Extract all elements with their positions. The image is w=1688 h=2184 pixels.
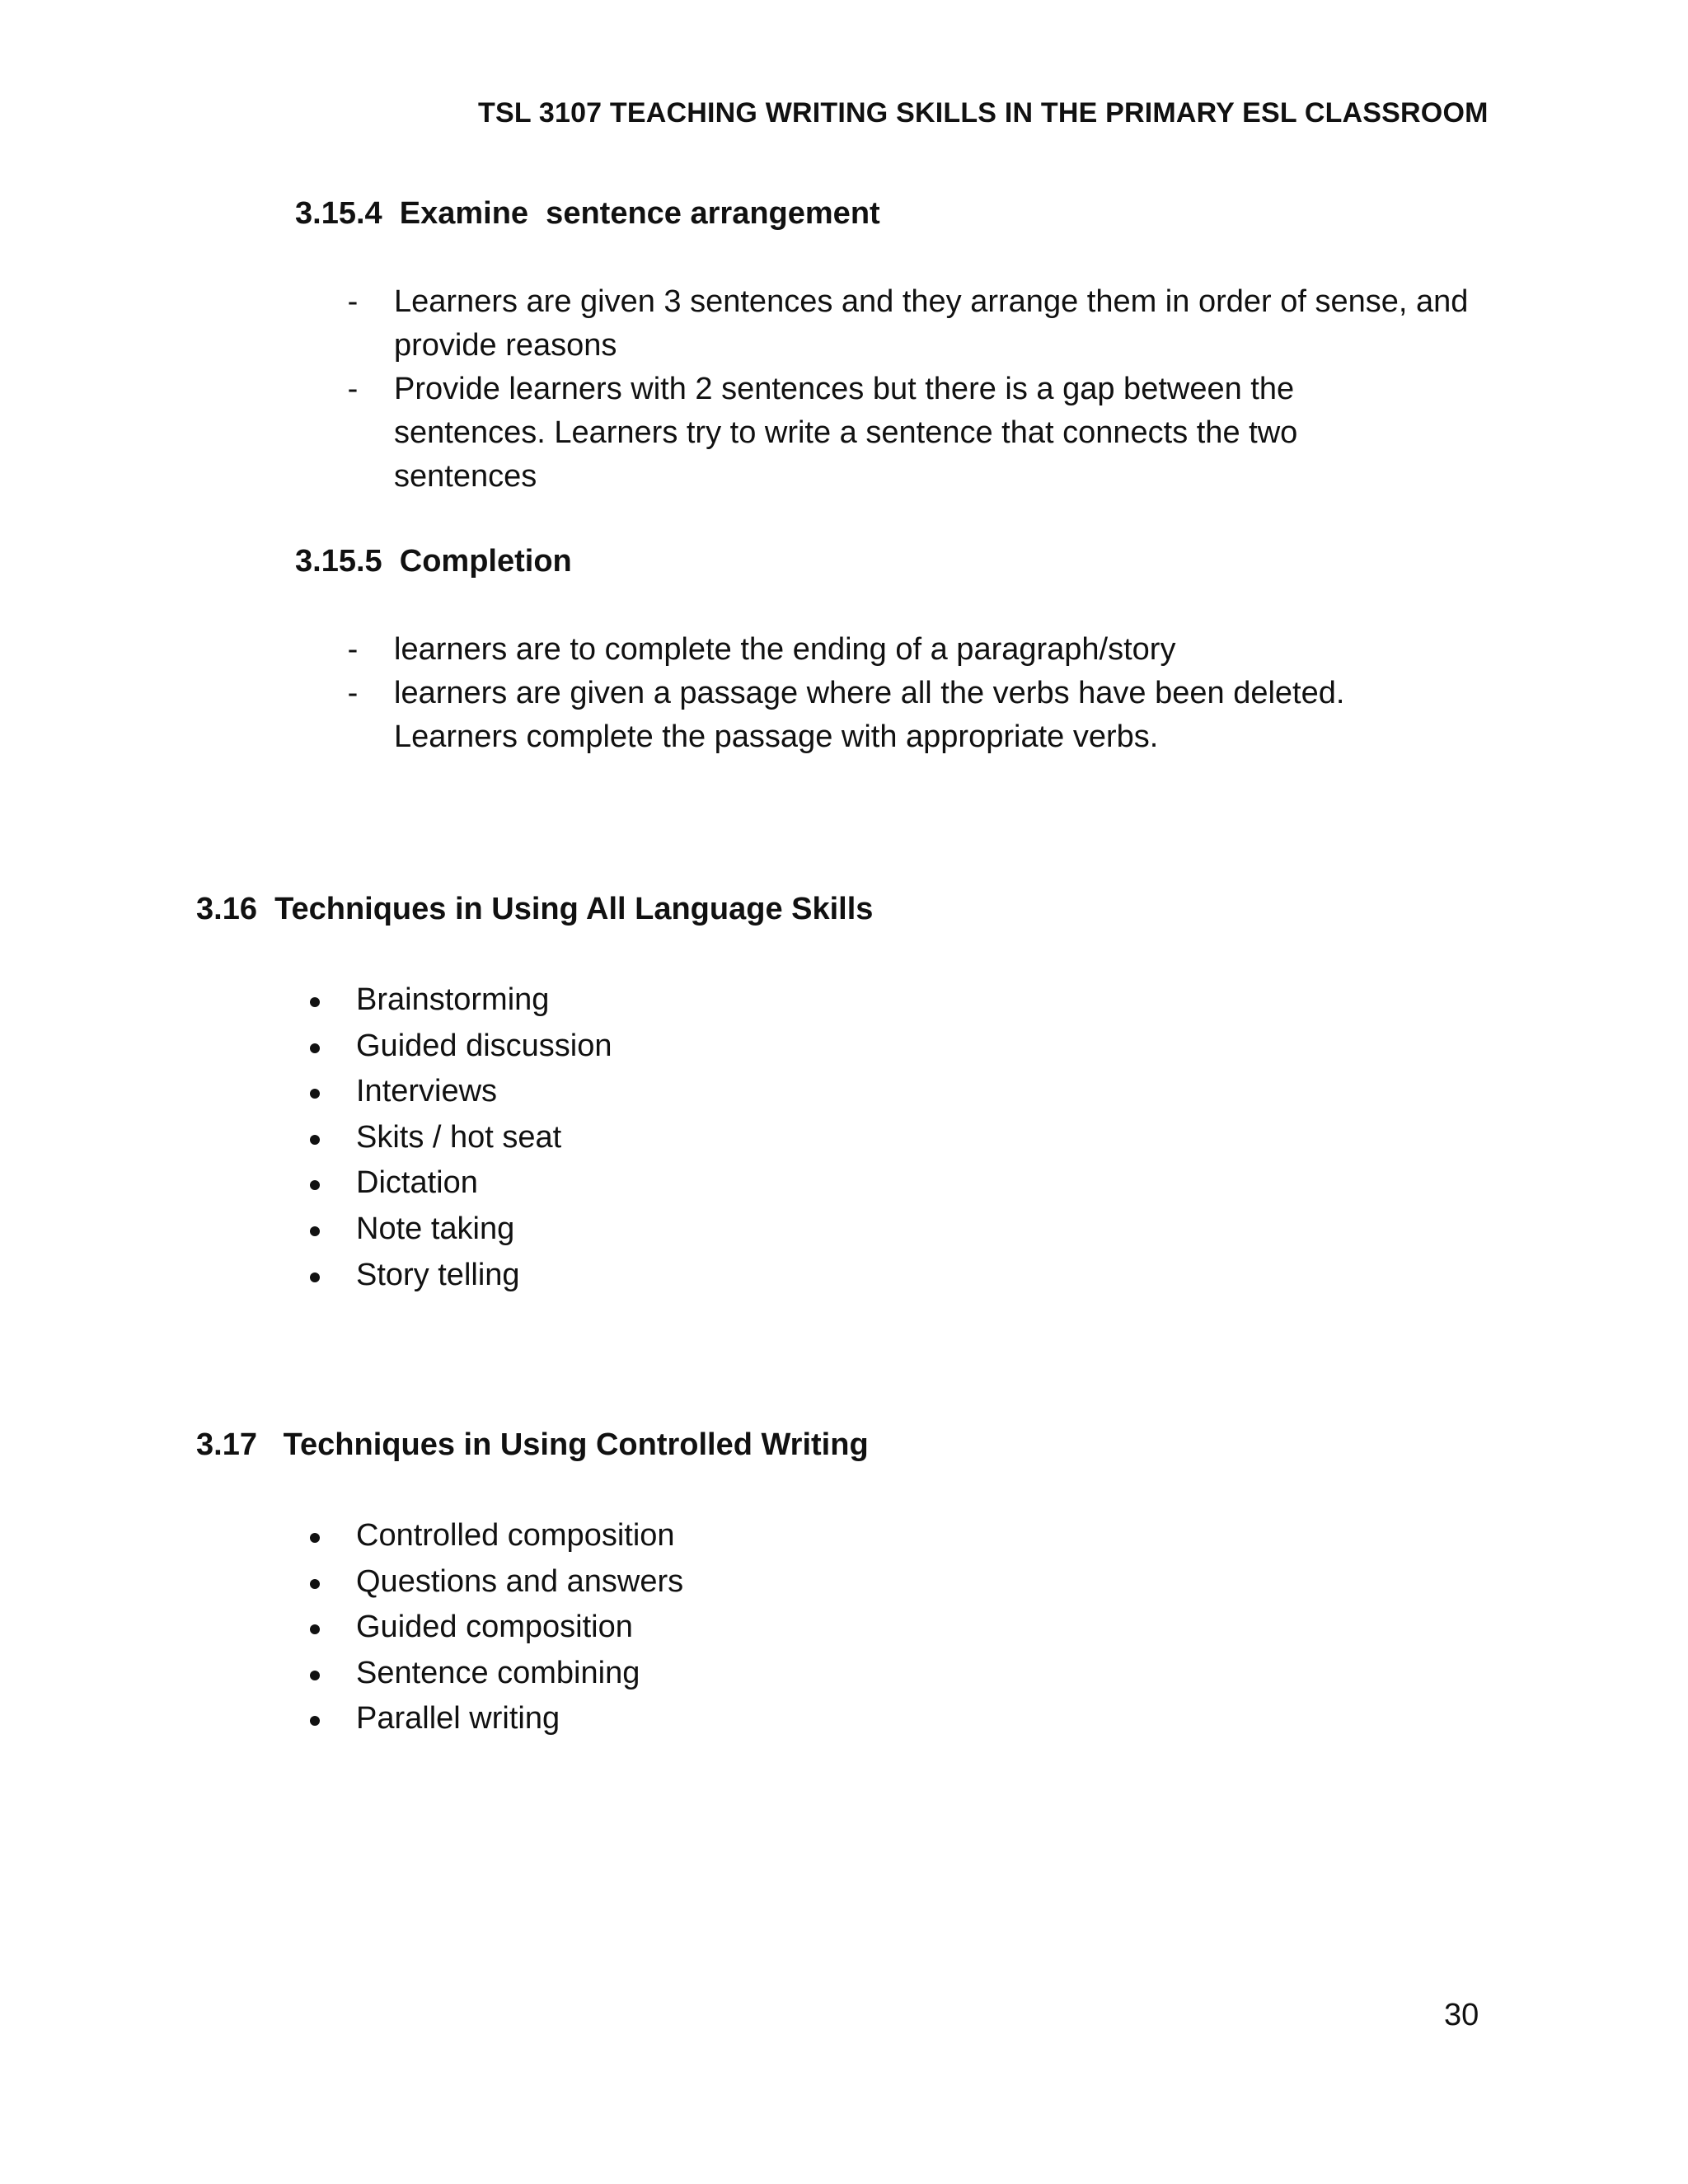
list-item bbox=[307, 1024, 612, 1070]
list-item-text: Learners are given 3 sentences and they arrange them in order of sense, and provide reasons bbox=[394, 284, 1469, 363]
list-item-text: Interviews bbox=[356, 1074, 498, 1109]
list-item bbox=[307, 1696, 683, 1742]
list-item bbox=[307, 977, 612, 1024]
section-heading-3-17: 3.17 Techniques in Using Controlled Writing bbox=[196, 1427, 869, 1462]
section-heading-3-15-4: 3.15.4 Examine sentence arrangement bbox=[295, 196, 880, 231]
bullet-icon bbox=[310, 1043, 320, 1053]
dash-marker: - bbox=[347, 284, 359, 319]
bullet-icon bbox=[310, 997, 320, 1007]
bullet-icon bbox=[310, 1089, 320, 1099]
dash-list-3-15-4 bbox=[345, 280, 1498, 499]
bullet-icon bbox=[310, 1272, 320, 1282]
bullet-list-3-17 bbox=[307, 1513, 683, 1742]
bullet-icon bbox=[310, 1716, 320, 1726]
list-item bbox=[345, 368, 1342, 499]
section-heading-3-15-5: 3.15.5 Completion bbox=[295, 544, 572, 579]
dash-marker: - bbox=[347, 372, 359, 406]
bullet-icon bbox=[310, 1226, 320, 1236]
bullet-list-3-16 bbox=[307, 977, 612, 1298]
list-item-text: learners are given a passage where all the verbs have been deleted. Learners complete the passage with appropriate verbs. bbox=[394, 676, 1345, 754]
list-item-text: Provide learners with 2 sentences but there is a gap between the sentences. Learners try to write a sentence that connects the two sentences bbox=[394, 372, 1298, 494]
list-item-text: Parallel writing bbox=[356, 1701, 560, 1736]
bullet-icon bbox=[310, 1671, 320, 1680]
dash-list-3-15-5 bbox=[345, 628, 1441, 759]
list-item-text: Note taking bbox=[356, 1211, 515, 1246]
bullet-icon bbox=[310, 1180, 320, 1190]
list-item-text: Story telling bbox=[356, 1257, 520, 1292]
section-heading-3-16: 3.16 Techniques in Using All Language Skills bbox=[196, 892, 874, 926]
list-item bbox=[307, 1069, 612, 1115]
dash-marker: - bbox=[347, 676, 359, 710]
bullet-icon bbox=[310, 1624, 320, 1634]
list-item bbox=[345, 280, 1498, 368]
page-number: 30 bbox=[1444, 1998, 1479, 2032]
list-item bbox=[307, 1160, 612, 1207]
running-header: TSL 3107 TEACHING WRITING SKILLS IN THE PRIMARY ESL CLASSROOM bbox=[478, 97, 1489, 129]
list-item-text: Guided discussion bbox=[356, 1028, 612, 1063]
list-item bbox=[307, 1605, 683, 1651]
bullet-icon bbox=[310, 1579, 320, 1589]
bullet-icon bbox=[310, 1135, 320, 1145]
list-item bbox=[307, 1115, 612, 1161]
list-item-text: Dictation bbox=[356, 1165, 478, 1201]
list-item bbox=[345, 672, 1441, 759]
list-item-text: Controlled composition bbox=[356, 1518, 675, 1553]
list-item-text: Questions and answers bbox=[356, 1563, 684, 1599]
list-item bbox=[307, 1253, 612, 1299]
dash-marker: - bbox=[347, 632, 359, 667]
list-item-text: learners are to complete the ending of a paragraph/story bbox=[394, 632, 1176, 667]
list-item bbox=[345, 628, 1441, 672]
list-item-text: Brainstorming bbox=[356, 982, 550, 1017]
list-item bbox=[307, 1651, 683, 1697]
list-item-text: Sentence combining bbox=[356, 1655, 640, 1690]
list-item bbox=[307, 1513, 683, 1559]
list-item-text: Guided composition bbox=[356, 1610, 633, 1645]
list-item bbox=[307, 1559, 683, 1605]
list-item-text: Skits / hot seat bbox=[356, 1119, 562, 1155]
list-item bbox=[307, 1207, 612, 1253]
bullet-icon bbox=[310, 1533, 320, 1543]
